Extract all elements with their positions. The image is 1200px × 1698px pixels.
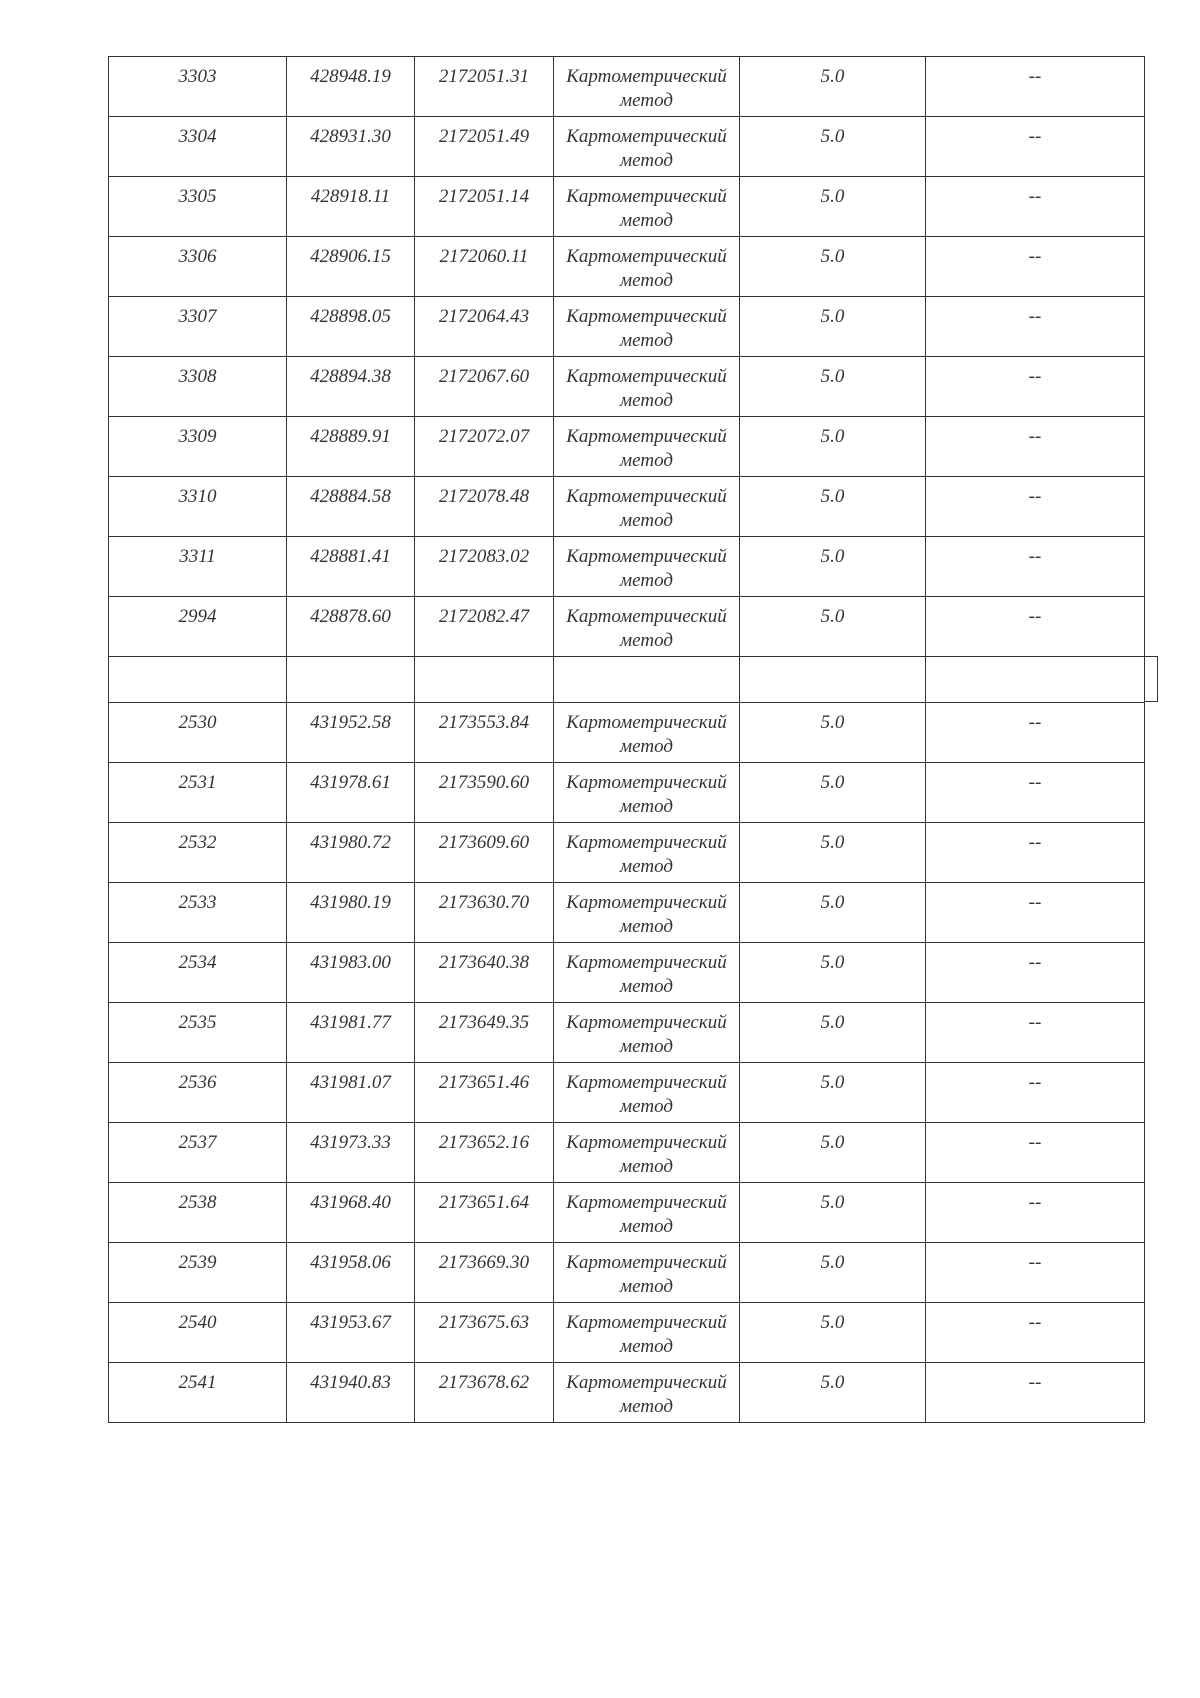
note-cell: -- — [926, 823, 1145, 883]
precision-cell: 5.0 — [740, 417, 926, 477]
y-coordinate-cell: 2172072.07 — [415, 417, 554, 477]
note-cell: -- — [926, 57, 1145, 117]
note-cell: -- — [926, 1063, 1145, 1123]
x-coordinate-cell: 428878.60 — [287, 597, 415, 657]
y-coordinate-cell: 2173651.46 — [415, 1063, 554, 1123]
method-cell: Картометрический метод — [554, 297, 740, 357]
table-row — [109, 597, 1145, 657]
note-cell: -- — [926, 1183, 1145, 1243]
note-cell: -- — [926, 1303, 1145, 1363]
table-row — [109, 237, 1145, 297]
table-row — [109, 297, 1145, 357]
method-cell: Картометрический метод — [554, 1243, 740, 1303]
precision-cell: 5.0 — [740, 1063, 926, 1123]
point-number-cell: 2532 — [109, 823, 287, 883]
y-coordinate-cell: 2172064.43 — [415, 297, 554, 357]
x-coordinate-cell: 428906.15 — [287, 237, 415, 297]
method-cell: Картометрический метод — [554, 417, 740, 477]
note-cell: -- — [926, 763, 1145, 823]
x-coordinate-cell: 428931.30 — [287, 117, 415, 177]
table-row — [109, 823, 1145, 883]
table-row — [109, 703, 1145, 763]
method-cell: Картометрический метод — [554, 237, 740, 297]
point-number-cell: 3309 — [109, 417, 287, 477]
note-cell: -- — [926, 357, 1145, 417]
x-coordinate-cell: 431980.72 — [287, 823, 415, 883]
point-number-cell: 3306 — [109, 237, 287, 297]
note-cell: -- — [926, 703, 1145, 763]
point-number-cell: 2539 — [109, 1243, 287, 1303]
y-coordinate-cell: 2173669.30 — [415, 1243, 554, 1303]
x-coordinate-cell: 428881.41 — [287, 537, 415, 597]
method-cell: Картометрический метод — [554, 1123, 740, 1183]
y-coordinate-cell: 2173652.16 — [415, 1123, 554, 1183]
note-cell: -- — [926, 417, 1145, 477]
precision-cell: 5.0 — [740, 1183, 926, 1243]
table-row — [109, 1123, 1145, 1183]
y-coordinate-cell: 2172083.02 — [415, 537, 554, 597]
table-row — [109, 537, 1145, 597]
method-cell: Картометрический метод — [554, 1303, 740, 1363]
point-number-cell: 3304 — [109, 117, 287, 177]
note-cell: -- — [926, 943, 1145, 1003]
coordinates-sheet — [108, 56, 1144, 1423]
y-coordinate-cell: 2173630.70 — [415, 883, 554, 943]
point-number-cell: 2537 — [109, 1123, 287, 1183]
x-coordinate-cell: 431940.83 — [287, 1363, 415, 1423]
note-cell: -- — [926, 1363, 1145, 1423]
table-row — [109, 417, 1145, 477]
note-cell: -- — [926, 1243, 1145, 1303]
table-row — [109, 1183, 1145, 1243]
table-row — [109, 1063, 1145, 1123]
table-row — [109, 357, 1145, 417]
precision-cell: 5.0 — [740, 1303, 926, 1363]
table-row — [109, 1363, 1145, 1423]
note-cell: -- — [926, 883, 1145, 943]
point-number-cell: 2530 — [109, 703, 287, 763]
precision-cell: 5.0 — [740, 477, 926, 537]
empty-cell — [554, 657, 740, 703]
separator-row — [109, 657, 1145, 703]
table-row — [109, 57, 1145, 117]
precision-cell: 5.0 — [740, 537, 926, 597]
y-coordinate-cell: 2172078.48 — [415, 477, 554, 537]
table-row — [109, 1303, 1145, 1363]
precision-cell: 5.0 — [740, 357, 926, 417]
y-coordinate-cell: 2172051.14 — [415, 177, 554, 237]
table-row — [109, 883, 1145, 943]
table-row — [109, 763, 1145, 823]
method-cell: Картометрический метод — [554, 703, 740, 763]
method-cell: Картометрический метод — [554, 537, 740, 597]
note-cell: -- — [926, 297, 1145, 357]
precision-cell: 5.0 — [740, 57, 926, 117]
precision-cell: 5.0 — [740, 883, 926, 943]
precision-cell: 5.0 — [740, 297, 926, 357]
empty-cell — [926, 657, 1145, 703]
y-coordinate-cell: 2173590.60 — [415, 763, 554, 823]
empty-cell — [415, 657, 554, 703]
y-coordinate-cell: 2173649.35 — [415, 1003, 554, 1063]
y-coordinate-cell: 2172082.47 — [415, 597, 554, 657]
point-number-cell: 3303 — [109, 57, 287, 117]
note-cell: -- — [926, 1123, 1145, 1183]
note-cell: -- — [926, 1003, 1145, 1063]
y-coordinate-cell: 2172051.49 — [415, 117, 554, 177]
x-coordinate-cell: 428884.58 — [287, 477, 415, 537]
x-coordinate-cell: 431980.19 — [287, 883, 415, 943]
empty-cell — [109, 657, 287, 703]
note-cell: -- — [926, 477, 1145, 537]
precision-cell: 5.0 — [740, 117, 926, 177]
note-cell: -- — [926, 117, 1145, 177]
y-coordinate-cell: 2173678.62 — [415, 1363, 554, 1423]
method-cell: Картометрический метод — [554, 763, 740, 823]
note-cell: -- — [926, 537, 1145, 597]
method-cell: Картометрический метод — [554, 1063, 740, 1123]
point-number-cell: 3308 — [109, 357, 287, 417]
y-coordinate-cell: 2172051.31 — [415, 57, 554, 117]
x-coordinate-cell: 431968.40 — [287, 1183, 415, 1243]
y-coordinate-cell: 2173553.84 — [415, 703, 554, 763]
method-cell: Картометрический метод — [554, 1363, 740, 1423]
point-number-cell: 3310 — [109, 477, 287, 537]
method-cell: Картометрический метод — [554, 357, 740, 417]
point-number-cell: 2534 — [109, 943, 287, 1003]
precision-cell: 5.0 — [740, 177, 926, 237]
precision-cell: 5.0 — [740, 237, 926, 297]
note-cell: -- — [926, 177, 1145, 237]
point-number-cell: 3307 — [109, 297, 287, 357]
method-cell: Картометрический метод — [554, 57, 740, 117]
precision-cell: 5.0 — [740, 703, 926, 763]
point-number-cell: 2531 — [109, 763, 287, 823]
method-cell: Картометрический метод — [554, 943, 740, 1003]
table-row — [109, 117, 1145, 177]
y-coordinate-cell: 2173609.60 — [415, 823, 554, 883]
precision-cell: 5.0 — [740, 1363, 926, 1423]
x-coordinate-cell: 431983.00 — [287, 943, 415, 1003]
x-coordinate-cell: 428898.05 — [287, 297, 415, 357]
x-coordinate-cell: 431973.33 — [287, 1123, 415, 1183]
y-coordinate-cell: 2172067.60 — [415, 357, 554, 417]
y-coordinate-cell: 2173651.64 — [415, 1183, 554, 1243]
method-cell: Картометрический метод — [554, 1003, 740, 1063]
empty-cell — [287, 657, 415, 703]
point-number-cell: 2994 — [109, 597, 287, 657]
method-cell: Картометрический метод — [554, 597, 740, 657]
x-coordinate-cell: 428889.91 — [287, 417, 415, 477]
note-cell: -- — [926, 237, 1145, 297]
method-cell: Картометрический метод — [554, 883, 740, 943]
point-number-cell: 2535 — [109, 1003, 287, 1063]
precision-cell: 5.0 — [740, 1123, 926, 1183]
table-row — [109, 1003, 1145, 1063]
y-coordinate-cell: 2172060.11 — [415, 237, 554, 297]
x-coordinate-cell: 428918.11 — [287, 177, 415, 237]
x-coordinate-cell: 431953.67 — [287, 1303, 415, 1363]
method-cell: Картометрический метод — [554, 823, 740, 883]
coordinates-table-body — [109, 57, 1145, 1423]
point-number-cell: 2541 — [109, 1363, 287, 1423]
precision-cell: 5.0 — [740, 1003, 926, 1063]
point-number-cell: 2538 — [109, 1183, 287, 1243]
precision-cell: 5.0 — [740, 763, 926, 823]
x-coordinate-cell: 428948.19 — [287, 57, 415, 117]
x-coordinate-cell: 431958.06 — [287, 1243, 415, 1303]
precision-cell: 5.0 — [740, 597, 926, 657]
coordinates-table — [108, 56, 1145, 1423]
precision-cell: 5.0 — [740, 1243, 926, 1303]
x-coordinate-cell: 428894.38 — [287, 357, 415, 417]
method-cell: Картометрический метод — [554, 477, 740, 537]
x-coordinate-cell: 431952.58 — [287, 703, 415, 763]
point-number-cell: 3305 — [109, 177, 287, 237]
x-coordinate-cell: 431981.07 — [287, 1063, 415, 1123]
x-coordinate-cell: 431978.61 — [287, 763, 415, 823]
method-cell: Картометрический метод — [554, 1183, 740, 1243]
separator-row-overhang — [1144, 656, 1158, 702]
point-number-cell: 2533 — [109, 883, 287, 943]
method-cell: Картометрический метод — [554, 117, 740, 177]
method-cell: Картометрический метод — [554, 177, 740, 237]
table-row — [109, 477, 1145, 537]
precision-cell: 5.0 — [740, 823, 926, 883]
y-coordinate-cell: 2173675.63 — [415, 1303, 554, 1363]
point-number-cell: 3311 — [109, 537, 287, 597]
table-row — [109, 1243, 1145, 1303]
point-number-cell: 2540 — [109, 1303, 287, 1363]
precision-cell: 5.0 — [740, 943, 926, 1003]
table-row — [109, 177, 1145, 237]
x-coordinate-cell: 431981.77 — [287, 1003, 415, 1063]
note-cell: -- — [926, 597, 1145, 657]
table-row — [109, 943, 1145, 1003]
point-number-cell: 2536 — [109, 1063, 287, 1123]
empty-cell — [740, 657, 926, 703]
y-coordinate-cell: 2173640.38 — [415, 943, 554, 1003]
